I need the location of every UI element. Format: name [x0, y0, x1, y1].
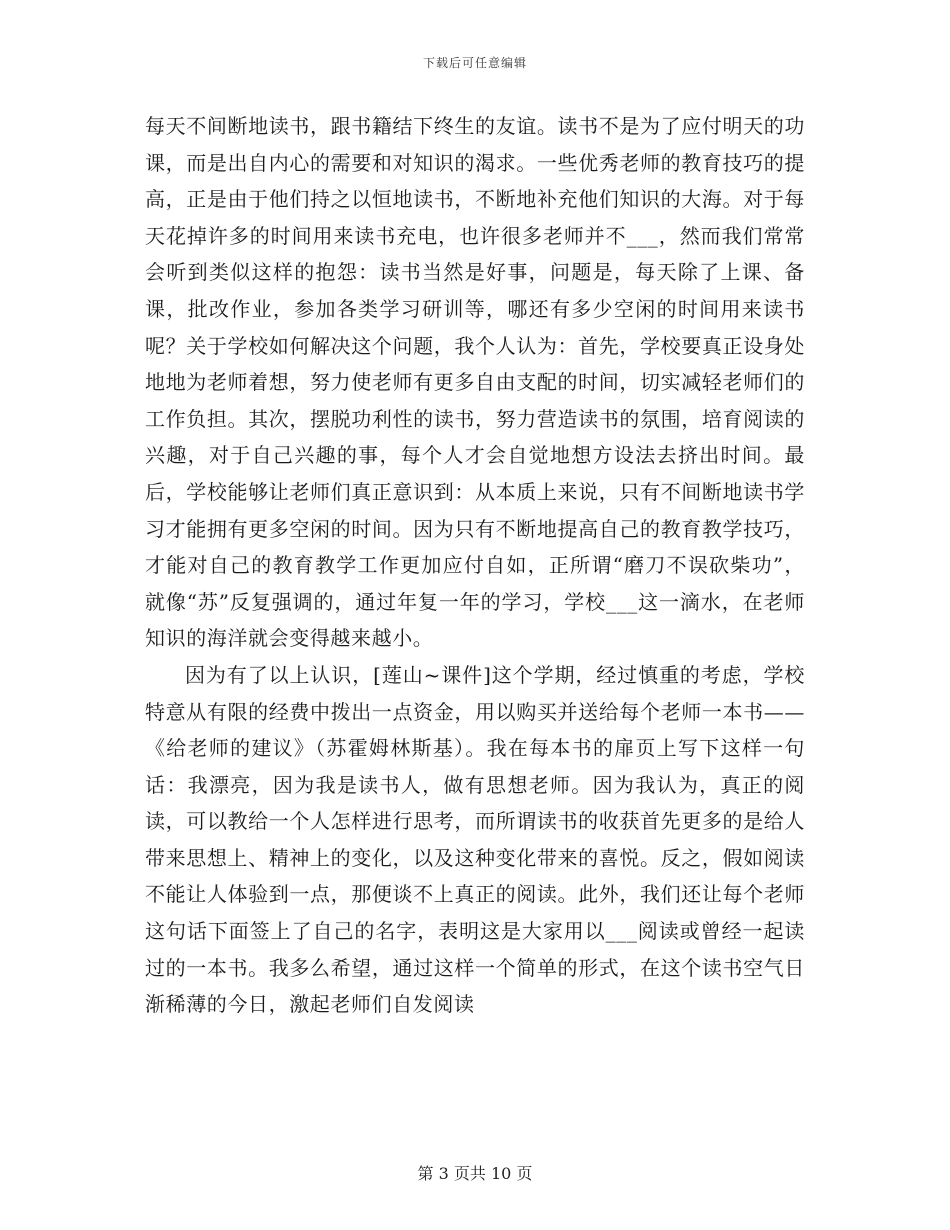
body-paragraph-1: 每天不间断地读书，跟书籍结下终生的友谊。读书不是为了应付明天的功课，而是出自内心的需要和对知识的渴求。一些优秀老师的教育技巧的提高，正是由于他们持之以恒地读书，不断地补充他们知识的大海。对于每天花掉许多的时间用来读书充电，也许很多老师并不___，然而我们常常会听到类似这样的抱怨：读书当然是好事，问题是，每天除了上课、备课，批改作业，参加各类学习研训等，哪还有多少空闲的时间用来读书呢？关于学校如何解决这个问题，我个人认为：首先，学校要真正设身处地地为老师着想，努力使老师有更多自由支配的时间，切实减轻老师们的工作负担。其次，摆脱功利性的读书，努力营造读书的氛围，培育阅读的兴趣，对于自己兴趣的事，每个人才会自觉地想方设法去挤出时间。最后，学校能够让老师们真正意识到：从本质上来说，只有不间断地读书学习才能拥有更多空闲的时间。因为只有不断地提高自己的教育教学技巧，才能对自己的教育教学工作更加应付自如，正所谓“磨刀不误砍柴功”，就像“苏”反复强调的，通过年复一年的学习，学校___这一滴水，在老师知识的海洋就会变得越来越小。	[145, 114, 805, 651]
page-number-footer: 第 3 页共 10 页	[417, 1164, 533, 1183]
document-body	[145, 108, 805, 1023]
page-header-note: 下载后可任意编辑	[422, 56, 527, 70]
body-paragraph-2: 因为有了以上认识，[莲山~课件]这个学期，经过慎重的考虑，学校特意从有限的经费中拨出一点资金，用以购买并送给每个老师一本书——《给老师的建议》（苏霍姆林斯基）。我在每本书的扉页上写下这样一句话：我漂亮，因为我是读书人，做有思想老师。因为我认为，真正的阅读，可以教给一个人怎样进行思考，而所谓读书的收获首先更多的是给人带来思想上、精神上的变化，以及这种变化带来的喜悦。反之，假如阅读不能让人体验到一点，那便谈不上真正的阅读。此外，我们还让每个老师这句话下面签上了自己的名字，表明这是大家用以___阅读或曾经一起读过的一本书。我多么希望，通过这样一个简单的形式，在这个读书空气日渐稀薄的今日，激起老师们自发阅读	[145, 662, 805, 1017]
